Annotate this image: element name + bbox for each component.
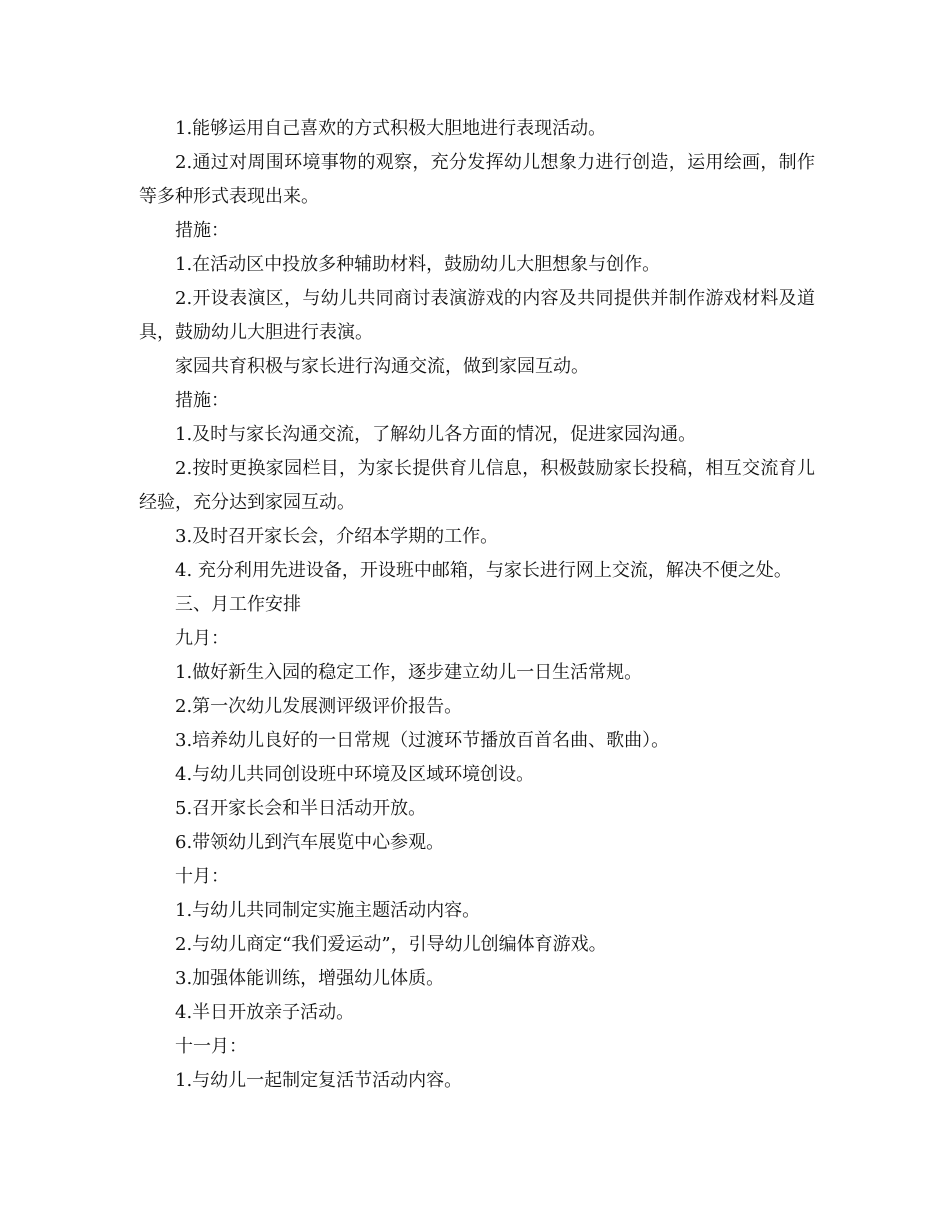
- october-item-2: 2.与幼儿商定“我们爱运动”，引导幼儿创编体育游戏。: [175, 934, 607, 955]
- september-item-1: 1.做好新生入园的稳定工作，逐步建立幼儿一日生活常规。: [175, 662, 643, 683]
- november-item-1: 1.与幼儿一起制定复活节活动内容。: [175, 1070, 463, 1091]
- measures-heading: 措施：: [175, 220, 229, 241]
- measure-item-1: 1.在活动区中投放多种辅助材料，鼓励幼儿大胆想象与创作。: [175, 254, 661, 275]
- measures-heading: 措施：: [175, 390, 229, 411]
- october-item-1: 1.与幼儿共同制定实施主题活动内容。: [175, 900, 481, 921]
- september-item-6: 6.带领幼儿到汽车展览中心参观。: [175, 832, 445, 853]
- month-heading-october: 十月：: [175, 866, 229, 887]
- home-measure-item-2: 2.按时更换家园栏目，为家长提供育儿信息，积极鼓励家长投稿，相互交流育儿经验，充分达到家园互动。: [139, 458, 815, 513]
- month-heading-september: 九月：: [175, 628, 229, 649]
- home-school-goal: 家园共育积极与家长进行沟通交流，做到家园互动。: [175, 356, 589, 377]
- home-measure-item-3: 3.及时召开家长会，介绍本学期的工作。: [175, 526, 499, 547]
- october-item-4: 4.半日开放亲子活动。: [175, 1002, 355, 1023]
- month-heading-november: 十一月：: [175, 1036, 247, 1057]
- measure-item-2: 2.开设表演区，与幼儿共同商讨表演游戏的内容及共同提供并制作游戏材料及道具，鼓励幼儿大胆进行表演。: [139, 288, 815, 343]
- document-body: [139, 112, 815, 1098]
- goal-item-1: 1.能够运用自己喜欢的方式积极大胆地进行表现活动。: [175, 118, 607, 139]
- home-measure-item-4: 4. 充分利用先进设备，开设班中邮箱，与家长进行网上交流，解决不便之处。: [175, 560, 792, 581]
- goal-item-2: 2.通过对周围环境事物的观察，充分发挥幼儿想象力进行创造，运用绘画，制作等多种形式表现出来。: [139, 152, 815, 207]
- september-item-4: 4.与幼儿共同创设班中环境及区域环境创设。: [175, 764, 535, 785]
- home-measure-item-1: 1.及时与家长沟通交流，了解幼儿各方面的情况，促进家园沟通。: [175, 424, 697, 445]
- september-item-2: 2.第一次幼儿发展测评级评价报告。: [175, 696, 463, 717]
- section-heading-monthly-plan: 三、月工作安排: [175, 594, 301, 615]
- september-item-5: 5.召开家长会和半日活动开放。: [175, 798, 427, 819]
- september-item-3: 3.培养幼儿良好的一日常规（过渡环节播放百首名曲、歌曲）。: [175, 730, 670, 751]
- october-item-3: 3.加强体能训练，增强幼儿体质。: [175, 968, 445, 989]
